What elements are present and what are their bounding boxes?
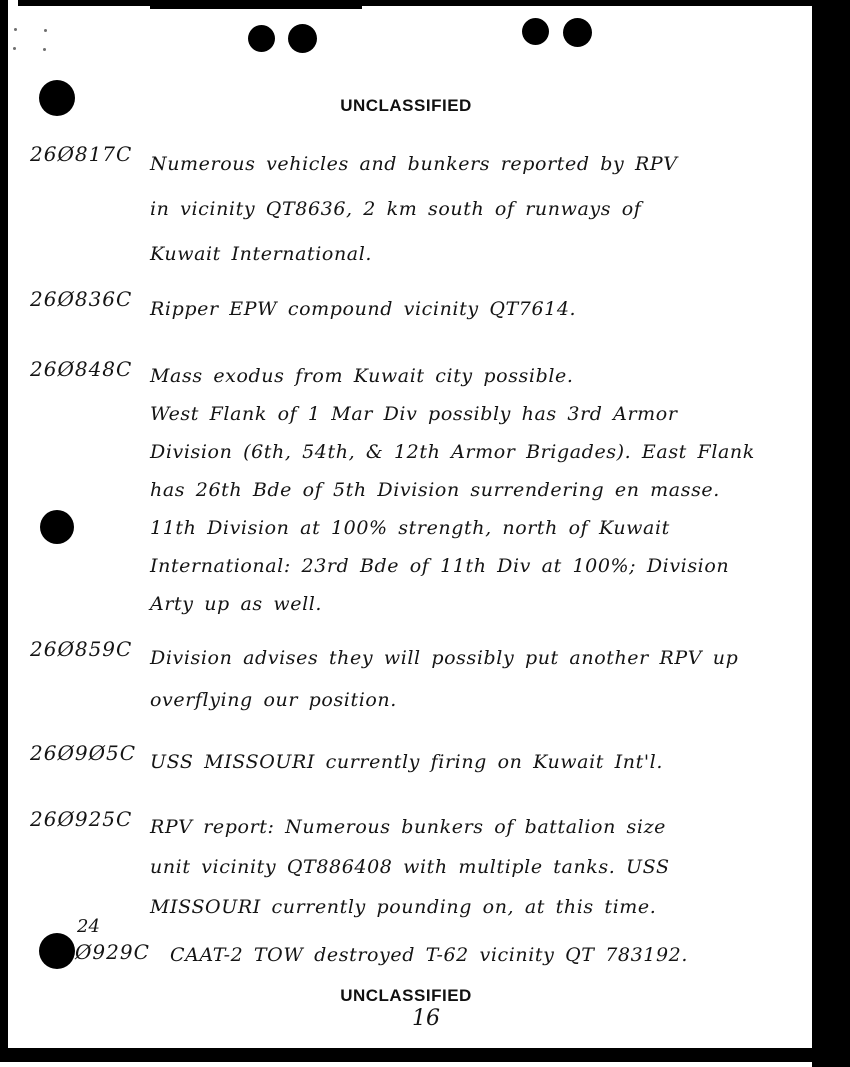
entry-line: Division advises they will possibly put another RPV up [150,647,739,669]
entry-line: CAAT-2 TOW destroyed T-62 vicinity QT 783192. [170,944,688,966]
hole-punch-mark [248,25,275,52]
entry-timestamp: 26Ø817C [30,142,133,166]
log-entry [75,940,810,970]
log-entry [30,287,810,331]
entry-timestamp: 26Ø859C [30,637,133,661]
entry-line: Kuwait International. [150,243,373,265]
hole-punch-mark [522,18,549,45]
scan-edge-artifact-right [812,0,850,1067]
page-number: 16 [412,1006,440,1031]
hole-punch-mark [288,24,317,53]
scan-edge-artifact-left [0,0,8,1050]
log-entry [30,807,810,927]
entry-timestamp: 26Ø9Ø5C [30,741,136,765]
entry-line: RPV report: Numerous bunkers of battalion size [150,816,667,838]
dust-speck [44,29,47,32]
entry-line: has 26th Bde of 5th Division surrendering en masse. [150,479,720,501]
log-entry [30,637,810,721]
entry-line: Division (6th, 54th, & 12th Armor Brigades). East Flank [150,441,755,463]
scan-edge-artifact-bottom [0,1048,850,1062]
log-entry [30,142,810,277]
entry-line: in vicinity QT8636, 2 km south of runways of [150,198,642,220]
log-entry [30,357,810,623]
entry-date-correction: 24 [77,916,100,937]
entry-line: USS MISSOURI currently firing on Kuwait Int'l. [150,751,663,773]
dust-speck [14,28,17,31]
log-entry [30,741,810,783]
dust-speck [13,47,16,50]
hole-punch-mark [39,933,75,969]
entry-line: Arty up as well. [150,593,323,615]
entry-timestamp: 26Ø836C [30,287,133,311]
classification-header: UNCLASSIFIED [340,96,472,115]
classification-footer: UNCLASSIFIED [340,986,472,1005]
entry-line: Mass exodus from Kuwait city possible. [150,365,574,387]
entry-timestamp: 26Ø848C [30,357,133,381]
entry-line: Ripper EPW compound vicinity QT7614. [150,298,577,320]
entry-line: MISSOURI currently pounding on, at this time. [150,896,657,918]
hole-punch-mark [563,18,592,47]
scan-edge-artifact-top-thick [150,0,362,9]
entry-line: overflying our position. [150,689,397,711]
entry-line: Numerous vehicles and bunkers reported by RPV [150,153,678,175]
entry-line: International: 23rd Bde of 11th Div at 100%; Division [150,555,730,577]
dust-speck [43,48,46,51]
entry-line: unit vicinity QT886408 with multiple tanks. USS [150,856,670,878]
entry-timestamp: Ø929C [75,940,150,964]
scan-edge-artifact-top [18,0,814,6]
entry-line: West Flank of 1 Mar Div possibly has 3rd Armor [150,403,678,425]
entry-line: 11th Division at 100% strength, north of Kuwait [150,517,670,539]
entry-timestamp: 26Ø925C [30,807,133,831]
